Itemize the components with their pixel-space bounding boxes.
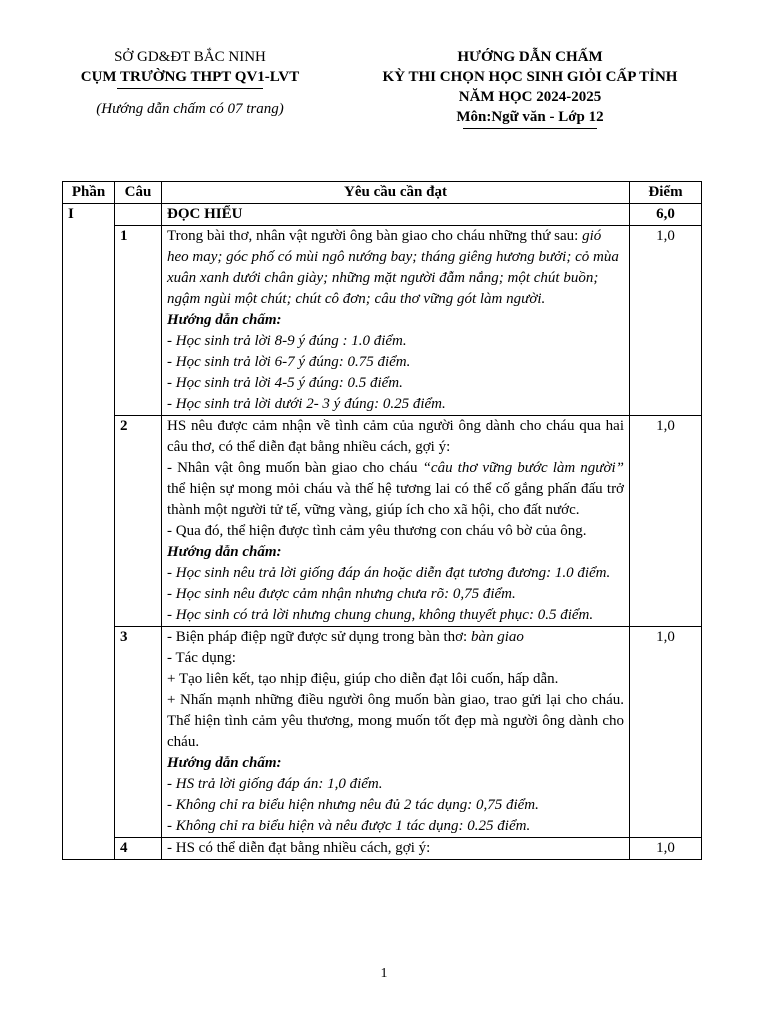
answer-text: thể hiện sự mong mỏi cháu và thế hệ tương lai có thể cố gắng phấn đấu trở thành một người tử tế, vững vàng, giúp ích cho xã hội, cho đất nước. [167, 481, 624, 518]
table-row [63, 226, 702, 416]
header-left [60, 47, 320, 119]
question-score: 1,0 [630, 416, 702, 627]
grading-table [62, 181, 702, 860]
answer-text: + Nhấn mạnh những điều người ông muốn bàn giao, trao gửi lại cho cháu. Thể hiện tình cảm yêu thương, mong muốn tốt đẹp mà người ông dành cho cháu. [167, 692, 624, 750]
school-year: NĂM HỌC 2024-2025 [458, 89, 602, 105]
header-right [360, 47, 700, 129]
header-cell-requirement: Yêu cầu cần đạt [162, 182, 630, 204]
guide-line: - Không chỉ ra biểu hiện nhưng nêu đủ 2 tác dụng: 0,75 điểm. [167, 797, 539, 813]
answer-text: - Tác dụng: [167, 650, 236, 666]
answer-text: - Nhân vật ông muốn bàn giao cho cháu [167, 460, 423, 476]
answer-text: - HS có thể diễn đạt bằng nhiều cách, gợi ý: [167, 840, 431, 856]
guide-title: Hướng dẫn chấm: [167, 312, 282, 328]
page-count-note: (Hướng dẫn chấm có 07 trang) [96, 101, 284, 117]
answer-text: HS nêu được cảm nhận về tình cảm của người ông dành cho cháu qua hai câu thơ, có thể diễn đạt bằng nhiều cách, gợi ý: [167, 418, 624, 455]
answer-text: Trong bài thơ, nhân vật người ông bàn giao cho cháu những thứ sau: [167, 228, 583, 244]
guide-title: Hướng dẫn chấm: [167, 544, 282, 560]
guide-line: - Học sinh trả lời dưới 2- 3 ý đúng: 0.25 điểm. [167, 396, 446, 412]
subject-line: Môn:Ngữ văn - Lớp 12 [456, 109, 604, 125]
header-cell-part: Phần [63, 182, 115, 204]
guide-line: - Học sinh nêu trả lời giống đáp án hoặc diễn đạt tương đương: 1.0 điểm. [167, 565, 611, 581]
guide-line: - Không chỉ ra biểu hiện và nêu được 1 tác dụng: 0.25 điểm. [167, 818, 531, 834]
empty-cell [115, 204, 162, 226]
answer-text: - Biện pháp điệp ngữ được sử dụng trong bàn thơ: [167, 629, 471, 645]
guide-line: - Học sinh nêu được cảm nhận nhưng chưa rõ: 0,75 điểm. [167, 586, 516, 602]
header-cell-question: Câu [115, 182, 162, 204]
exam-name: KỲ THI CHỌN HỌC SINH GIỎI CẤP TỈNH [382, 69, 678, 85]
answer-items: gió heo may; góc phố có mùi ngô nướng bay; tháng giêng hương bưởi; cỏ mùa xuân xanh dưới chân giày; những mặt người đẫm nắng; một chút buồn; ngậm ngùi một chút; chút cô đơn; câu thơ vững gót làm người. [167, 228, 619, 307]
question-content [162, 838, 630, 860]
guide-title: Hướng dẫn chấm: [167, 755, 282, 771]
question-content [162, 627, 630, 838]
section-row [63, 204, 702, 226]
quoted-verse: “câu thơ vững bước làm người” [422, 460, 624, 476]
table-header-row [63, 182, 702, 204]
guide-line: - Học sinh trả lời 6-7 ý đúng: 0.75 điểm. [167, 354, 411, 370]
answer-text: - Qua đó, thể hiện được tình cảm yêu thương con cháu vô bờ của ông. [167, 523, 587, 539]
device-term: bàn giao [470, 629, 524, 645]
table-row [63, 838, 702, 860]
question-number: 3 [115, 627, 162, 838]
guide-line: - Học sinh trả lời 8-9 ý đúng : 1.0 điểm. [167, 333, 407, 349]
question-content [162, 226, 630, 416]
table-row [63, 627, 702, 838]
divider [463, 128, 597, 129]
department-name: SỞ GD&ĐT BẮC NINH [114, 49, 266, 65]
part-number: I [63, 204, 115, 860]
guide-line: - Học sinh có trả lời nhưng chung chung, không thuyết phục: 0.5 điểm. [167, 607, 594, 623]
guide-line: - HS trả lời giống đáp án: 1,0 điểm. [167, 776, 383, 792]
table-row [63, 416, 702, 627]
section-title: ĐỌC HIỂU [162, 204, 630, 226]
doc-title: HƯỚNG DẪN CHẤM [457, 49, 603, 65]
question-score: 1,0 [630, 226, 702, 416]
question-number: 2 [115, 416, 162, 627]
page-number: 1 [380, 966, 388, 981]
divider [117, 88, 263, 89]
school-cluster: CỤM TRƯỜNG THPT QV1-LVT [80, 69, 300, 85]
header-cell-score: Điểm [630, 182, 702, 204]
answer-text: + Tạo liên kết, tạo nhịp điệu, giúp cho diễn đạt lôi cuốn, hấp dẫn. [167, 671, 559, 687]
question-number: 4 [115, 838, 162, 860]
question-number: 1 [115, 226, 162, 416]
question-score: 1,0 [630, 838, 702, 860]
question-content [162, 416, 630, 627]
section-score: 6,0 [630, 204, 702, 226]
guide-line: - Học sinh trả lời 4-5 ý đúng: 0.5 điểm. [167, 375, 403, 391]
question-score: 1,0 [630, 627, 702, 838]
